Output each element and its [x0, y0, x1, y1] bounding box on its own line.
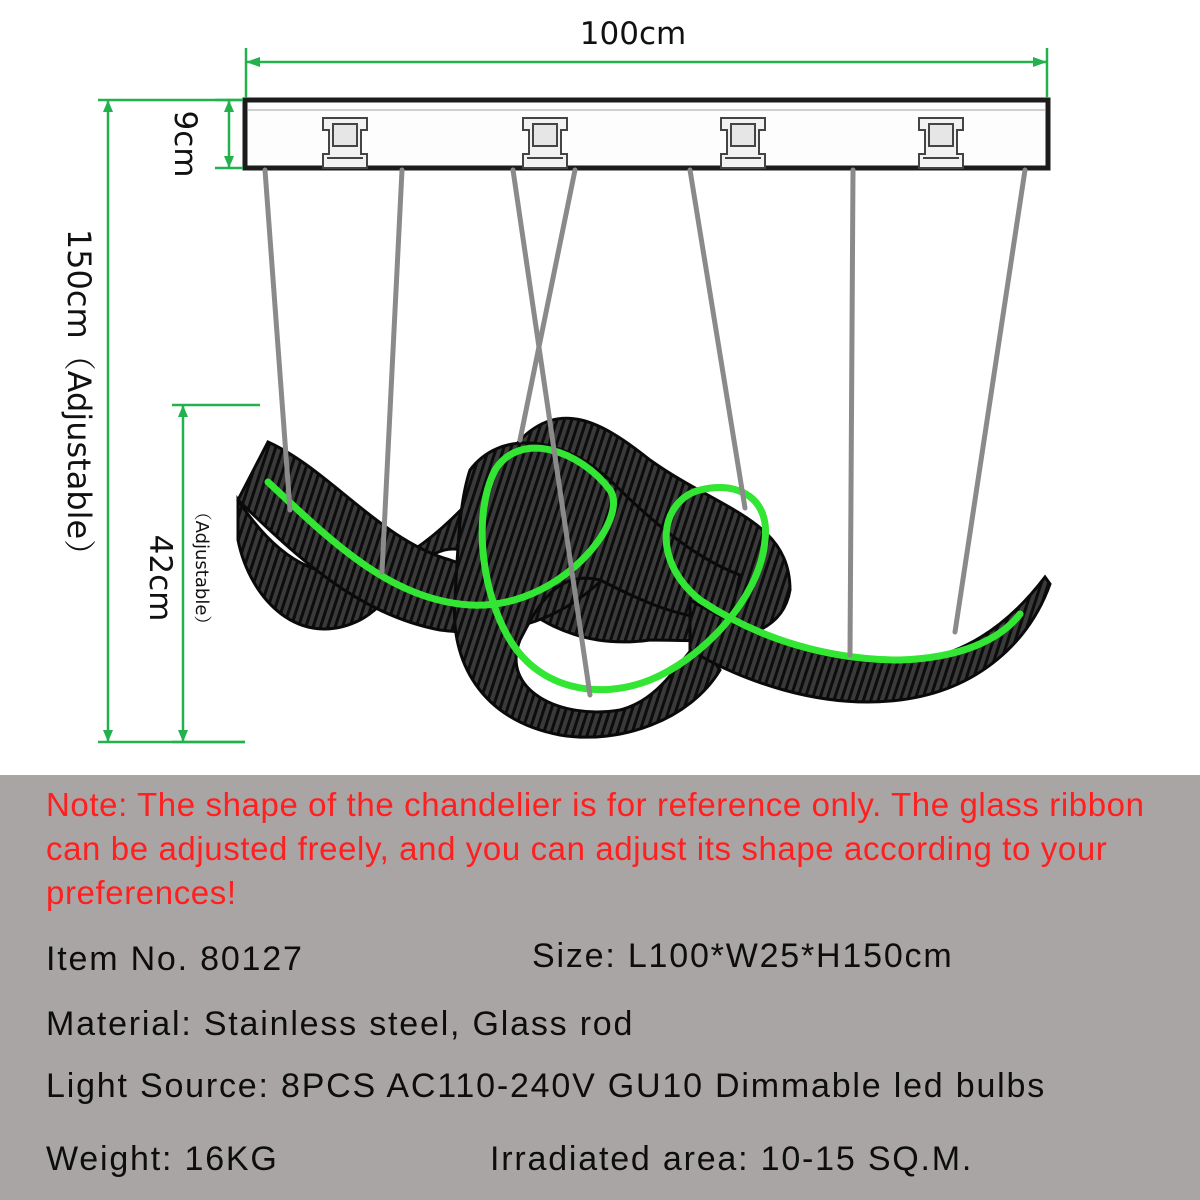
- dimension-width: [246, 48, 1047, 98]
- dimension-ribbon-height: [172, 405, 260, 742]
- dimension-total-height-label: 150cm（Adjustable）: [60, 228, 98, 572]
- item-number: Item No. 80127: [46, 940, 304, 978]
- spotlight-socket: [523, 118, 567, 168]
- spotlight-socket: [721, 118, 765, 168]
- glass-ribbon: [238, 418, 1050, 737]
- size-spec: Size: L100*W25*H150cm: [532, 937, 954, 975]
- dimension-width-label: 100cm: [579, 16, 687, 52]
- spotlight-socket: [919, 118, 963, 168]
- material-spec: Material: Stainless steel, Glass rod: [46, 1005, 635, 1043]
- dimension-ribbon-height-label: 42cm: [142, 534, 178, 622]
- reference-note: Note: The shape of the chandelier is for reference only. The glass ribbon can be adjusted freely, and you can adjust its shape according to your preferences!: [46, 786, 1145, 911]
- dimension-base-height: [215, 100, 243, 168]
- suspension-cable: [850, 170, 853, 655]
- suspension-cable: [382, 170, 402, 572]
- dimension-total-height: [98, 100, 245, 742]
- irradiated-area-spec: Irradiated area: 10-15 SQ.M.: [490, 1140, 974, 1178]
- dimension-base-height-label: 9cm: [167, 110, 203, 178]
- weight-spec: Weight: 16KG: [46, 1140, 279, 1178]
- suspension-cable: [955, 170, 1025, 632]
- specifications-panel: [0, 775, 1200, 1200]
- dimension-ribbon-adjustable-label: （Adjustable）: [191, 502, 212, 634]
- spotlight-socket: [323, 118, 367, 168]
- light-source-spec: Light Source: 8PCS AC110-240V GU10 Dimmable led bulbs: [46, 1067, 1047, 1105]
- suspension-cable: [690, 170, 745, 508]
